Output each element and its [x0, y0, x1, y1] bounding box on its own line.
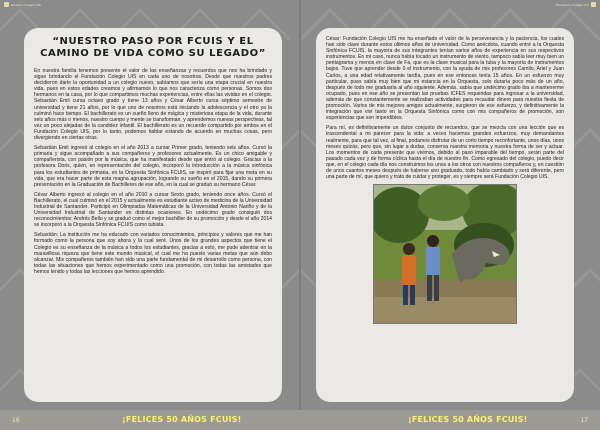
header-left-text: Nuestro Colegio UIS — [11, 3, 41, 7]
header-right-text: Fundación Colegio UIS — [555, 3, 589, 7]
school-logo-icon — [4, 2, 9, 7]
paragraph: César Alberto ingresó al colegio en el año 2010 a cursar Sexto grado, teniendo once años. Cursó el Bachillerato, el cual culminó en el 2015 y actualmente es estudiante activo de medicina de la Universidad Industrial de Santander. Participó en Olimpiadas Matemáticas de la Universidad Antonio Nariño y de la Universidad Industrial de Santander en distintas ocasiones. En undécimo grado consiguió dos reconocimientos: Andrés Bello y se graduó como el mejor bachiller de su promoción y desde el año 2014 se incorporó a la Orquesta Sinfónica FCUIS como tubista. — [34, 191, 272, 229]
paragraph: Sebastián Emil ingresó al colegio en el año 2013 a cursar Primer grado, teniendo seis años. Cursó la primaria y sigue acompañado a sus compañeros y profesores actualmente. Es un chico amigable y compañerista, con pasión por la música, que ha manifestado desde que entró al colegio. Gracias a la profesora Doris, quien, en representación del colegio, incorporó la introducción a la música sinfónica para los estudiantes de primaria, en la Orquesta Sinfónica FCUIS, se inspiró para fijar una meta en su vida, que era hacer parte de esta magna agrupación, logrando su sueño en el 2015, dando su primera presentación en la Graduación de Bachilleres de ese año, en la cual se graduó su hermano César. — [34, 145, 272, 188]
right-page-card — [316, 28, 574, 402]
photo-image — [374, 185, 516, 323]
article-title: “NUESTRO PASO POR FCUIS Y EL CAMINO DE VIDA COMO SU LEGADO” — [40, 36, 266, 59]
left-footer — [0, 410, 300, 430]
footer-slogan: ¡FELICES 50 AÑOS FCUIS! — [408, 415, 528, 424]
page-number: 17 — [580, 417, 588, 424]
page-gutter — [299, 0, 301, 430]
paragraph: César: Fundación Colegio UIS me ha enseñado el valor de la perseverancia y la paciencia, los cuales han sido clave durante estos últimos años de universidad. Como anécdota, cuando entré a la Orquesta Sinfónica FCUIS, la mayoría de sus integrantes tenían varios años de experiencia en sus respectivos instrumentos. En mi caso, nunca había tocado un instrumento de viento, tampoco sabía leer muy bien un pentagrama y menos en clave de Fa, que es la clave musical para la tuba y la mayoría de instrumentos bajos. Tuve que aprender desde 0 el instrumento, con la ayuda de mis profesores Camilo, Ariel y Juan Carlos, a una edad relativamente tardía, pues en ese entonces tenía 15 años. En un esfuerzo muy particular, pues sabía muy bien que mi estancia en la Orquesta, solo duraría poco más de un año, después de todo me graduaría al año siguiente. Además, sabía que undécimo grado iba a mantenerme ocupado, pues en ese año se presentan las pruebas ICFES requeridas para ingresar a la universidad, además de que constantemente se realizaban actividades para recaudar dinero para nuestra fiesta de promoción. Varios de mis mejores amigos actualmente, surgieron de ese esfuerzo, y definitivamente la integración que viví tanto en la Orquesta Sinfónica como con mis compañeros de promoción, son experiencias que son imperdibles. — [326, 36, 564, 122]
family-photo — [373, 184, 517, 324]
paragraph: En nuestra familia tenemos presente el valor de las enseñanzas y recuerdos que nos ha brindado y sigue brindando el Fundación Colegio UIS en cada uno de nosotros. Desde que nuestros padres decidieron darle la oportunidad a un colegio nuevo, sabíamos que sería una etapa crucial en nuestra vida, pues en estos edades creamos y afirmamos lo que nos caracteriza como personas. Somos dos hermanos en la casa, por lo que compartimos muchas experiencias, entre ellas las vividas en el colegio. Sebastián Emil cursa octavo grado y tiene 13 años y César Alberto cursa séptimo semestre de universidad y tiene 21 años, por lo que uno de nosotros está iniciando la adolescencia y el otro ya la culminó hace tiempo. El bachillerato es un sueño lleno de mágica y misteriosa etapa de la vida, durante seis años más o menos, nuestro cuerpo y mente se transforman, y aprendemos nuevas perspectivas, tal vez un poco alejadas de la candidez infantil. El bachillerato es un recuerdo compartido por ambos en el Fundación Colegio UIS, por lo tanto, podemos hablar estando de acuerdo en muchas cosas, pero divergiendo en ciertas otras. — [34, 68, 272, 142]
paragraph: Sebastián: La institución me ha educado con variados conocimientos, principios y valores que me han formado como la persona que soy ahora y la cual seré. Unos de los grandes aspectos que tiene el Colegio es su enseñanza de la música a todos los estudiantes, gracias a esto, me pude adentrar en la maravillosa riqueza que tiene este mundo musical, el cual me ha puesto varias metas que aún debo alcanzar. Mis compañeros también han sido una parte fundamental de mi desarrollo como persona, con todas las situaciones que hemos experimentado como una promoción, con todas las amistades que hemos tenido y todas las lecciones que hemos aprendido. — [34, 232, 272, 275]
school-logo-icon — [591, 2, 596, 7]
left-page-card — [24, 28, 282, 402]
page-number: 16 — [12, 417, 20, 424]
paragraph: Para mí, es definitivamente un dulce conjunto de recuerdos, que se mezcla con una lección que es trascendental a mi parecer para la vida: a veces hacemos grandes esfuerzos, muy demandantes realmente, para que tal vez, al final, podamos disfrutar de un corto tiempo reconfortante, unos días, unos meses quizás, pero que, sin lugar a dudas, conserva nuestra memoria y nuestra forma de ser y actuar. Los momentos de cada presente que vivimos, debido al paso imparable del tiempo, serán parte del pasado cada vez y de forma cíclica hasta el día de nuestro fin. Como egresado del colegio, puedo decir que, en el colegio cada día nos construimos los unos a los otros con nuestros compañeros y, en cuestión de unos cuantos meses después de haberse uno graduado, todo había cambiado y será diferente, pero una parte de mí, que quiero y trato de cuidar y proteger, es y siempre será Fundación Colegio UIS. — [326, 125, 564, 181]
right-footer — [300, 410, 600, 430]
footer-slogan: ¡FELICES 50 AÑOS FCUIS! — [122, 415, 242, 424]
